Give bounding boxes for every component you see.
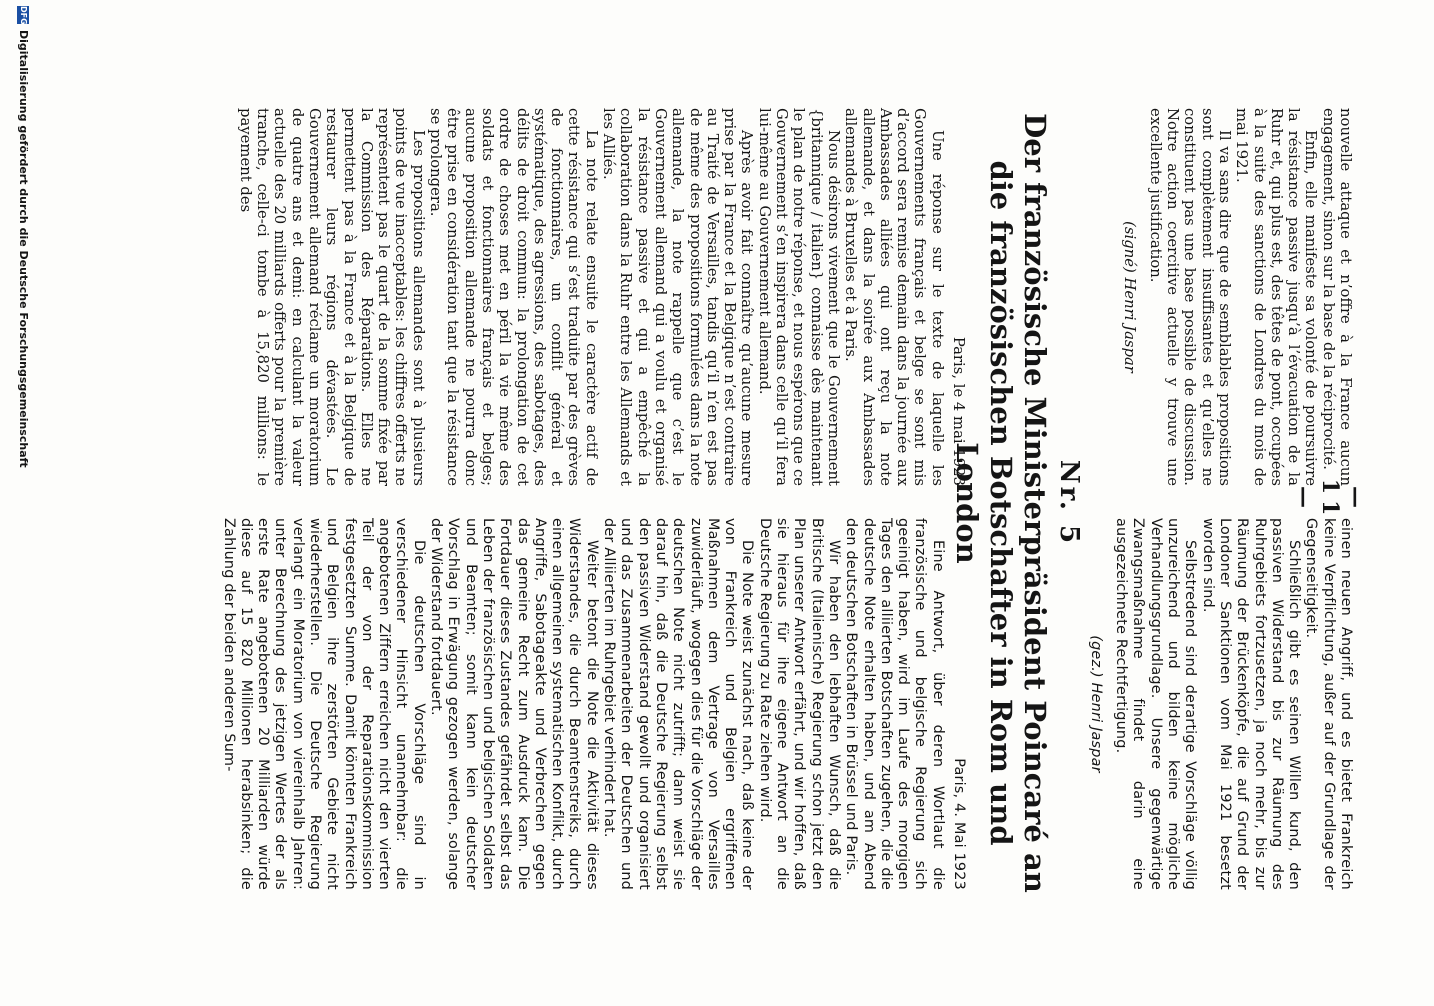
paragraph: Nous désirons vivement que le Gouvernement {britannique / italien} connaisse dès maintenant le plan de notre réponse, et nous espérons que ce Gouvernement s’en inspirera dans celle qu’il fera lui-même au Gouvernement allemand.	[755, 108, 842, 486]
document-heading: Der französische Ministerpräsident Poincaré an die französischen Botschafter in Rom und London	[950, 113, 1052, 893]
paragraph: Wir haben den lebhaften Wunsch, daß die Britische (Italienische) Regierung schon jetzt den Plan unserer Antwort erfährt, und wir hoffen, daß sie hieraus für ihre eigene Antwort an die Deutsche Regierung zu Rate ziehen wird.	[756, 518, 842, 890]
page-number: — 11 —	[1291, 478, 1369, 522]
document-number: Nr. 5	[1054, 459, 1084, 547]
paragraph: Selbstredend sind derartige Vorschläge völlig unzureichend und bilden keine mögliche Verhandlungsgrundlage. Unsere gegenwärtige Zwangsmaßnahme findet darin eine ausgezeichnete Rechtfertigung.	[1113, 518, 1199, 890]
paragraph: Une réponse sur le texte de laquelle les Gouvernements français et belge se sont mis d’accord sera remise demain dans la journée aux Ambassades alliées qui ont reçu la note allemande, et dans la soirée aux Ambassades allemandes à Bruxelles et à Paris.	[842, 108, 946, 486]
signature: (gez.) Henri Jaspar	[1087, 635, 1104, 773]
paragraph: Il va sans dire que de semblables propositions sont complètement insuffisantes et qu’elles ne constituent pas une base possible de discussion. Notre action coercitive actuelle y trouve une excellente justification.	[1146, 108, 1233, 486]
digitization-footer	[17, 0, 30, 1006]
paragraph: La note relate ensuite le caractère actif de cette résistance qui s’est traduite par des grèves de fonctionnaires, un conflit général et systématique, des agressions, des sabotages, des délits de droit commun: la prolongation de cet ordre de choses met en péril la vie même des soldats et fonctionnaires français et belges; aucune proposition allemande ne pourra donc être prise en considération tant que la résistance se prolongera.	[427, 108, 600, 486]
date-line: Paris, le 4 mai 1923	[950, 336, 967, 486]
paragraph: einen neuen Angriff, und es bietet Frankreich keine Verpflichtung, außer auf der Grundlage der Gegenseitigkeit.	[1303, 518, 1354, 890]
german-text-bottom	[219, 518, 979, 890]
paragraph: nouvelle attaque et n’offre à la France aucun engagement, sinon sur la base de la réciprocité.	[1319, 108, 1354, 486]
paragraph: Die deutschen Vorschläge sind in verschiedener Hinsicht unannehmbar: die angebotenen Ziffern erreichen nicht den vierten Teil der von der Reparationskommission festgesetzten Summe. Damit könnten Frankreich und Belgien ihre zerstörten Gebiete nicht wiederherstellen. Die Deutsche Regierung verlangt ein Moratorium von viereinhalb Jahren: unter Berechnung des jetzigen Wertes der als erste Rate angebotenen 20 Milliarden würde diese auf 15 820 Millionen herabsinken; die Zahlung der beiden anderen Sum-	[220, 518, 427, 890]
dfg-logo-icon: DFG	[19, 6, 28, 25]
german-text-top	[1087, 518, 1354, 890]
paragraph: Weiter betont die Note die Aktivität dieses Widerstandes, die durch Beamtenstreiks, durch einen allgemeinen systematischen Konflikt, durch Angriffe, Sabotageakte und Verbrechen gegen das gemeine Recht zum Ausdruck kam. Die Fortdauer dieses Zustandes gefährdet selbst das Leben der französischen und belgischen Soldaten und Beamten; somit kann kein deutscher Vorschlag in Erwägung gezogen werden, solange der Widerstand fortdauert.	[428, 518, 600, 890]
french-text-bottom	[237, 108, 979, 486]
signature: (signé) Henri Jaspar	[1121, 221, 1139, 373]
paragraph: Eine Antwort, über deren Wortlaut die französische und belgische Regierung sich geeinigt haben, wird im Laufe des morgigen Tages den alliierten Botschaften zugehen, die die deutsche Note erhalten haben, und am Abend den deutschen Botschaften in Brüssel und Paris.	[843, 518, 946, 890]
paragraph: Après avoir fait connaître qu’aucune mesure prise par la France et la Belgique n’est contraire au Traité de Versailles, tandis qu’il n’en est pas de même des propositions formulées dans la note allemande, la note rappelle que c’est le Gouvernement allemand qui a voulu et organisé la résistance passive et qui a empêché la collaboration dans la Ruhr entre les Allemands et les Alliés.	[600, 108, 756, 486]
paragraph: Schließlich gibt es seinen Willen kund, den passiven Widerstand bis zur Räumung des Ruhrgebiets fortzusetzen, ja noch mehr, bis zur Räumung der Brückenköpfe, die auf Grund der Londoner Sanktionen vom Mai 1921 besetzt worden sind.	[1199, 518, 1303, 890]
paragraph: Die Note weist zunächst nach, daß keine der von Frankreich und Belgien ergriffenen Maßnahmen dem Vertrage von Versailles zuwiderläuft, wogegen dies für die Vorschläge der deutschen Note nicht zutrifft; dann weist sie darauf hin, daß die Deutsche Regierung selbst den passiven Widerstand gewollt und organisiert und das Zusammenarbeiten der Deutschen und der Alliierten im Ruhrgebiet verhindert hat.	[601, 518, 756, 890]
date-line: Paris, 4. Mai 1923	[951, 758, 967, 890]
paragraph: Les propositions allemandes sont à plusieurs points de vue inacceptables: les chiffres offerts ne représentent pas le quart de la somme fixée par la Commission des Réparations. Elles ne permettent pas à la France et à la Belgique de restaurer leurs régions dévastées. Le Gouvernement allemand réclame un moratorium de quatre ans et demi: en calculant la valeur actuelle des 20 milliards offerts pour la première tranche, celle-ci tombe à 15,820 millions: le payement des	[236, 108, 427, 486]
paragraph: Enfin, elle manifeste sa volonté de poursuivre la résistance passive jusqu’à l’évacuation de la Ruhr et, qui plus est, des têtes de pont, occupées à la suite des sanctions de Londres du mois de mai 1921.	[1233, 108, 1320, 486]
footer-text: Digitalisierung gefördert durch die Deutsche Forschungsgemeinschaft	[17, 30, 30, 468]
french-text-top	[1121, 108, 1354, 486]
